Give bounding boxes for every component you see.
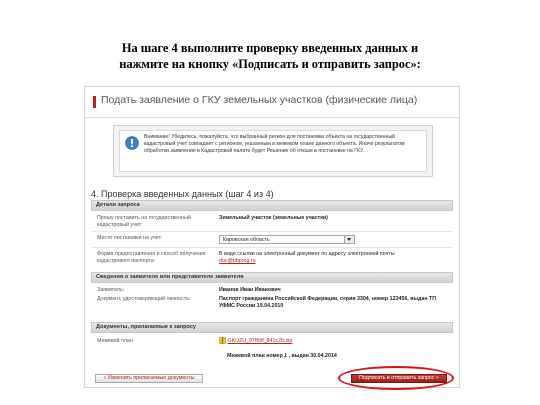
email-link[interactable]: doc@pbprog.ru xyxy=(219,258,256,264)
applicant-value: Иванов Иван Иванович xyxy=(219,287,281,293)
form-value-text: В виде ссылки на электронный документ по адресу электронной почты xyxy=(219,251,395,257)
file-link[interactable]: GKUZU_97f69f_841c2b.zip xyxy=(227,338,293,344)
file-description: Межевой план номер 1 , выдан 30.04.2014 xyxy=(227,353,337,359)
document-value: Паспорт гражданина Российской Федерации, серия 3304, номер 123456, выдан ТП УФМС России 19.04.2010 xyxy=(219,296,437,309)
warning-box xyxy=(113,125,433,177)
documents-section xyxy=(91,322,453,368)
applicant-label: Заявитель: xyxy=(97,287,125,293)
section-header-applicant xyxy=(91,272,453,283)
file-attachment[interactable] xyxy=(219,337,292,346)
plan-label: Межевой план xyxy=(97,338,133,344)
region-select[interactable] xyxy=(219,235,355,244)
section-header-label: Сведения о заявителе или представителе заявителя xyxy=(96,274,244,280)
request-details-section xyxy=(91,200,453,268)
sign-and-submit-button[interactable]: Подписать и отправить запрос » xyxy=(351,374,447,383)
section-header-documents xyxy=(91,322,453,333)
form-value xyxy=(219,251,449,265)
row-divider xyxy=(91,247,453,248)
zip-file-icon xyxy=(219,337,226,344)
section-header-label: Документы, прилагаемые к запросу xyxy=(96,324,197,330)
document-label: Документ, удостоверяющий личность: xyxy=(97,296,191,302)
step-title: 4. Проверка введенных данных (шаг 4 из 4) xyxy=(91,189,274,199)
applicant-section xyxy=(91,272,453,318)
chevron-down-icon[interactable] xyxy=(344,236,354,243)
instruction-caption xyxy=(0,40,540,72)
exclamation-icon xyxy=(125,136,139,150)
caption-line-2: нажмите на кнопку «Подписать и отправить запрос»: xyxy=(119,57,421,71)
row-divider xyxy=(91,231,453,232)
warning-text: Внимание! Убедитесь, пожалуйста, что выбранный регион для постановки объекта на государственный кадастровый учет совпадает с регионом, указанным в межевом плане данного объекта. Иначе результатом обработки заявления в Кадастровой палате будет Решение об отказе в постановке на ГКУ. xyxy=(144,134,405,154)
register-label: Прошу поставить на государственный кадастровый учет: xyxy=(97,215,191,228)
section-header-label: Детали запроса xyxy=(96,202,140,208)
place-label: Место постановки на учет: xyxy=(97,235,163,241)
page-header xyxy=(85,87,459,118)
application-window xyxy=(84,86,460,388)
form-label: Форма предоставления и способ получения кадастрового паспорта: xyxy=(97,251,206,264)
region-select-value: Кировская область xyxy=(223,237,270,243)
title-accent-bar xyxy=(93,96,96,108)
page-title: Подать заявление о ГКУ земельных участков (физические лица) xyxy=(101,94,418,106)
register-value: Земельный участок (земельные участки) xyxy=(219,215,328,221)
change-documents-button[interactable]: « Изменить прилагаемые документы xyxy=(95,374,203,383)
section-header-request-details xyxy=(91,200,453,211)
warning-inner xyxy=(119,130,427,172)
caption-line-1: На шаге 4 выполните проверку введенных данных и xyxy=(121,41,419,55)
highlight-oval xyxy=(338,366,454,390)
